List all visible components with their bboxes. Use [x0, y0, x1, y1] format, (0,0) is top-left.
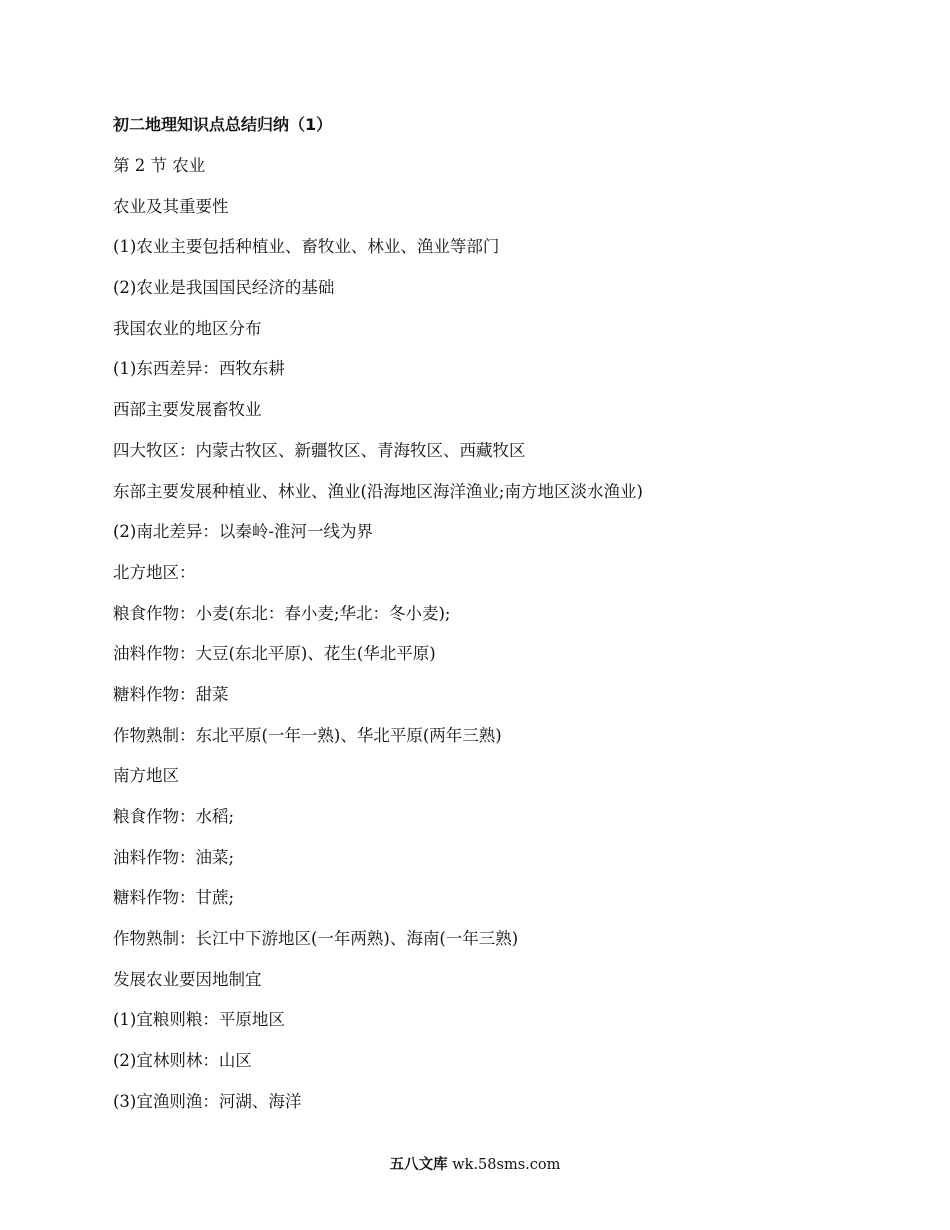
text-line: (2)南北差异：以秦岭-淮河一线为界 — [113, 522, 373, 542]
text-line: 油料作物：大豆(东北平原)、花生(华北平原) — [113, 644, 436, 664]
text-line: 糖料作物：甜菜 — [113, 684, 229, 704]
text-line: 四大牧区：内蒙古牧区、新疆牧区、青海牧区、西藏牧区 — [113, 440, 526, 460]
text-line: 粮食作物：小麦(东北：春小麦;华北：冬小麦); — [113, 603, 451, 623]
text-line: 北方地区： — [113, 562, 196, 582]
text-line: 作物熟制：长江中下游地区(一年两熟)、海南(一年三熟) — [113, 929, 519, 949]
text-line: 我国农业的地区分布 — [113, 318, 262, 338]
text-line: (1)宜粮则粮：平原地区 — [113, 1010, 285, 1030]
text-line: (3)宜渔则渔：河湖、海洋 — [113, 1091, 302, 1111]
footer-url: wk.58sms.com — [452, 1157, 561, 1173]
page-footer — [0, 1154, 950, 1176]
text-line: 东部主要发展种植业、林业、渔业(沿海地区海洋渔业;南方地区淡水渔业) — [113, 481, 643, 501]
text-line: (2)农业是我国国民经济的基础 — [113, 278, 335, 298]
text-line: (1)东西差异：西牧东耕 — [113, 359, 285, 379]
footer-brand: 五八文库 — [389, 1157, 448, 1173]
text-line: 作物熟制：东北平原(一年一熟)、华北平原(两年三熟) — [113, 725, 502, 745]
text-line: 糖料作物：甘蔗; — [113, 888, 235, 908]
text-line: 南方地区 — [113, 766, 179, 786]
document-title: 初二地理知识点总结归纳（1） — [113, 115, 333, 134]
text-line: 第 2 节 农业 — [113, 156, 206, 175]
document-body — [113, 111, 873, 1129]
text-line: (1)农业主要包括种植业、畜牧业、林业、渔业等部门 — [113, 237, 500, 257]
text-line: 农业及其重要性 — [113, 196, 229, 216]
text-line: (2)宜林则林：山区 — [113, 1051, 252, 1071]
text-line: 油料作物：油菜; — [113, 847, 235, 867]
text-line: 西部主要发展畜牧业 — [113, 400, 262, 420]
text-line: 发展农业要因地制宜 — [113, 969, 262, 989]
text-line: 粮食作物：水稻; — [113, 807, 235, 826]
